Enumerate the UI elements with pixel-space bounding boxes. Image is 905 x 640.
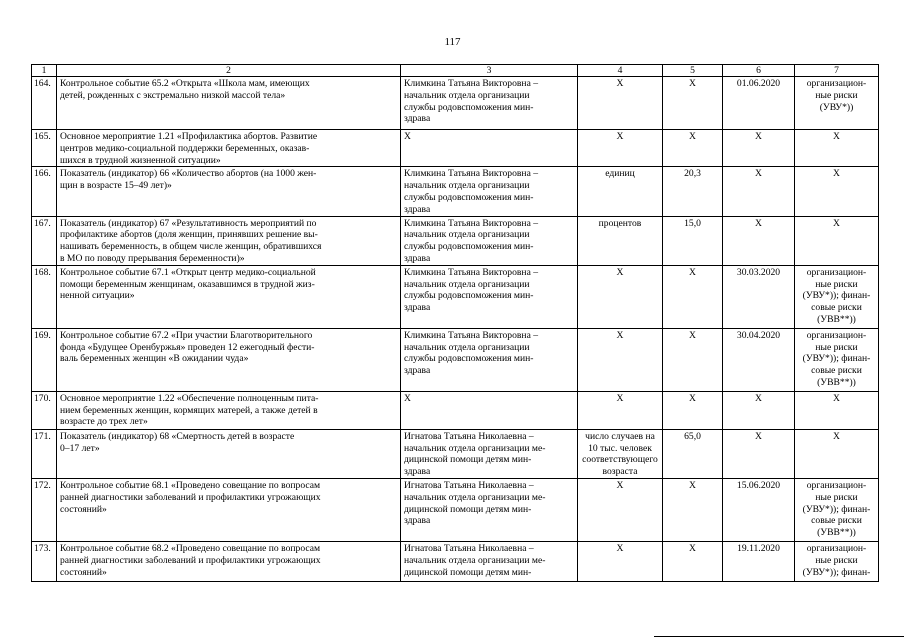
responsible-person: Климкина Татьяна Викторовна – начальник отдела организации службы родовспоможения мин- здрава — [401, 167, 578, 216]
table-row — [32, 77, 879, 130]
table-row — [32, 478, 879, 541]
unit-cell: X — [578, 130, 663, 167]
value-cell: X — [663, 130, 723, 167]
risk-cell: организацион- ные риски (УВУ*)); финан- совые риски (УВВ**)) — [795, 478, 879, 541]
unit-cell: X — [578, 478, 663, 541]
risk-cell: X — [795, 391, 879, 429]
responsible-person: X — [401, 130, 578, 167]
date-cell: X — [723, 167, 795, 216]
event-name: Контрольное событие 68.1 «Проведено совещание по вопросам ранней диагностики заболеваний и профилактики угрожающих состояний» — [57, 478, 401, 541]
row-number: 173. — [32, 541, 57, 581]
risk-cell: X — [795, 167, 879, 216]
event-name: Показатель (индикатор) 66 «Количество абортов (на 1000 жен- щин в возрасте 15–49 лет)» — [57, 167, 401, 216]
responsible-person: Климкина Татьяна Викторовна – начальник отдела организации службы родовспоможения мин- здрава — [401, 216, 578, 265]
date-cell: X — [723, 216, 795, 265]
row-number: 171. — [32, 429, 57, 478]
risk-cell: X — [795, 216, 879, 265]
unit-cell: X — [578, 328, 663, 391]
row-number: 167. — [32, 216, 57, 265]
table-row — [32, 216, 879, 265]
unit-cell: X — [578, 265, 663, 328]
unit-cell: X — [578, 541, 663, 581]
unit-cell: единиц — [578, 167, 663, 216]
column-header: 4 — [578, 65, 663, 77]
table-row — [32, 130, 879, 167]
event-name: Основное мероприятие 1.21 «Профилактика абортов. Развитие центров медико-социальной поддержки беременных, оказав- шихся в трудной жизненной ситуации» — [57, 130, 401, 167]
responsible-person: Климкина Татьяна Викторовна – начальник отдела организации службы родовспоможения мин- здрава — [401, 265, 578, 328]
event-name: Контрольное событие 68.2 «Проведено совещание по вопросам ранней диагностики заболеваний и профилактики угрожающих состояний» — [57, 541, 401, 581]
responsible-person: Игнатова Татьяна Николаевна – начальник отдела организации ме- дицинской помощи детям мин- здрава — [401, 478, 578, 541]
responsible-person: Игнатова Татьяна Николаевна – начальник отдела организации ме- дицинской помощи детям мин- — [401, 541, 578, 581]
responsible-person: Климкина Татьяна Викторовна – начальник отдела организации службы родовспоможения мин- здрава — [401, 328, 578, 391]
risk-cell: X — [795, 130, 879, 167]
event-name: Контрольное событие 67.1 «Открыт центр медико-социальной помощи беременным женщинам, оказавшимся в трудной жиз- ненной ситуации» — [57, 265, 401, 328]
event-name: Контрольное событие 65.2 «Открыта «Школа мам, имеющих детей, рожденных с экстремально низкой массой тела» — [57, 77, 401, 130]
event-name: Основное мероприятие 1.22 «Обеспечение полноценным пита- нием беременных женщин, кормящих матерей, а также детей в возрасте до трех лет» — [57, 391, 401, 429]
table-row — [32, 328, 879, 391]
column-header: 3 — [401, 65, 578, 77]
risk-cell: организацион- ные риски (УВУ*)) — [795, 77, 879, 130]
table-row — [32, 429, 879, 478]
header-row — [32, 65, 879, 77]
unit-cell: X — [578, 77, 663, 130]
page-number: 117 — [444, 36, 461, 48]
column-header: 6 — [723, 65, 795, 77]
event-name: Контрольное событие 67.2 «При участии Благотворительного фонда «Будущее Оренбуржья» проведен 12 ежегодный фести- валь беременных женщин «В ожидании чуда» — [57, 328, 401, 391]
value-cell: 15,0 — [663, 216, 723, 265]
date-cell: 30.04.2020 — [723, 328, 795, 391]
row-number: 165. — [32, 130, 57, 167]
risk-cell: организацион- ные риски (УВУ*)); финан- совые риски (УВВ**)) — [795, 265, 879, 328]
value-cell: X — [663, 328, 723, 391]
row-number: 169. — [32, 328, 57, 391]
value-cell: X — [663, 541, 723, 581]
value-cell: X — [663, 478, 723, 541]
unit-cell: число случаев на 10 тыс. человек соответствующего возраста — [578, 429, 663, 478]
date-cell: 30.03.2020 — [723, 265, 795, 328]
unit-cell: процентов — [578, 216, 663, 265]
date-cell: X — [723, 391, 795, 429]
value-cell: X — [663, 77, 723, 130]
footer-rule — [654, 636, 904, 637]
column-header: 7 — [795, 65, 879, 77]
table-row — [32, 391, 879, 429]
date-cell: X — [723, 429, 795, 478]
plan-table — [31, 64, 879, 582]
risk-cell: организацион- ные риски (УВУ*)); финан- — [795, 541, 879, 581]
row-number: 166. — [32, 167, 57, 216]
event-name: Показатель (индикатор) 67 «Результативность мероприятий по профилактике абортов (доля женщин, принявших решение вы- нашивать беременность, в общем числе женщин, обратившихся в МО по поводу прерывания беременности)» — [57, 216, 401, 265]
risk-cell: организацион- ные риски (УВУ*)); финан- совые риски (УВВ**)) — [795, 328, 879, 391]
value-cell: 20,3 — [663, 167, 723, 216]
date-cell: X — [723, 130, 795, 167]
date-cell: 19.11.2020 — [723, 541, 795, 581]
value-cell: 65,0 — [663, 429, 723, 478]
date-cell: 01.06.2020 — [723, 77, 795, 130]
column-header: 5 — [663, 65, 723, 77]
row-number: 170. — [32, 391, 57, 429]
responsible-person: Игнатова Татьяна Николаевна – начальник отдела организации ме- дицинской помощи детям мин- здрава — [401, 429, 578, 478]
date-cell: 15.06.2020 — [723, 478, 795, 541]
responsible-person: X — [401, 391, 578, 429]
value-cell: X — [663, 265, 723, 328]
row-number: 172. — [32, 478, 57, 541]
column-header: 1 — [32, 65, 57, 77]
value-cell: X — [663, 391, 723, 429]
table-row — [32, 265, 879, 328]
table-row — [32, 167, 879, 216]
event-name: Показатель (индикатор) 68 «Смертность детей в возрасте 0–17 лет» — [57, 429, 401, 478]
row-number: 168. — [32, 265, 57, 328]
column-header: 2 — [57, 65, 401, 77]
unit-cell: X — [578, 391, 663, 429]
row-number: 164. — [32, 77, 57, 130]
risk-cell: X — [795, 429, 879, 478]
responsible-person: Климкина Татьяна Викторовна – начальник отдела организации службы родовспоможения мин- здрава — [401, 77, 578, 130]
table-row — [32, 541, 879, 581]
